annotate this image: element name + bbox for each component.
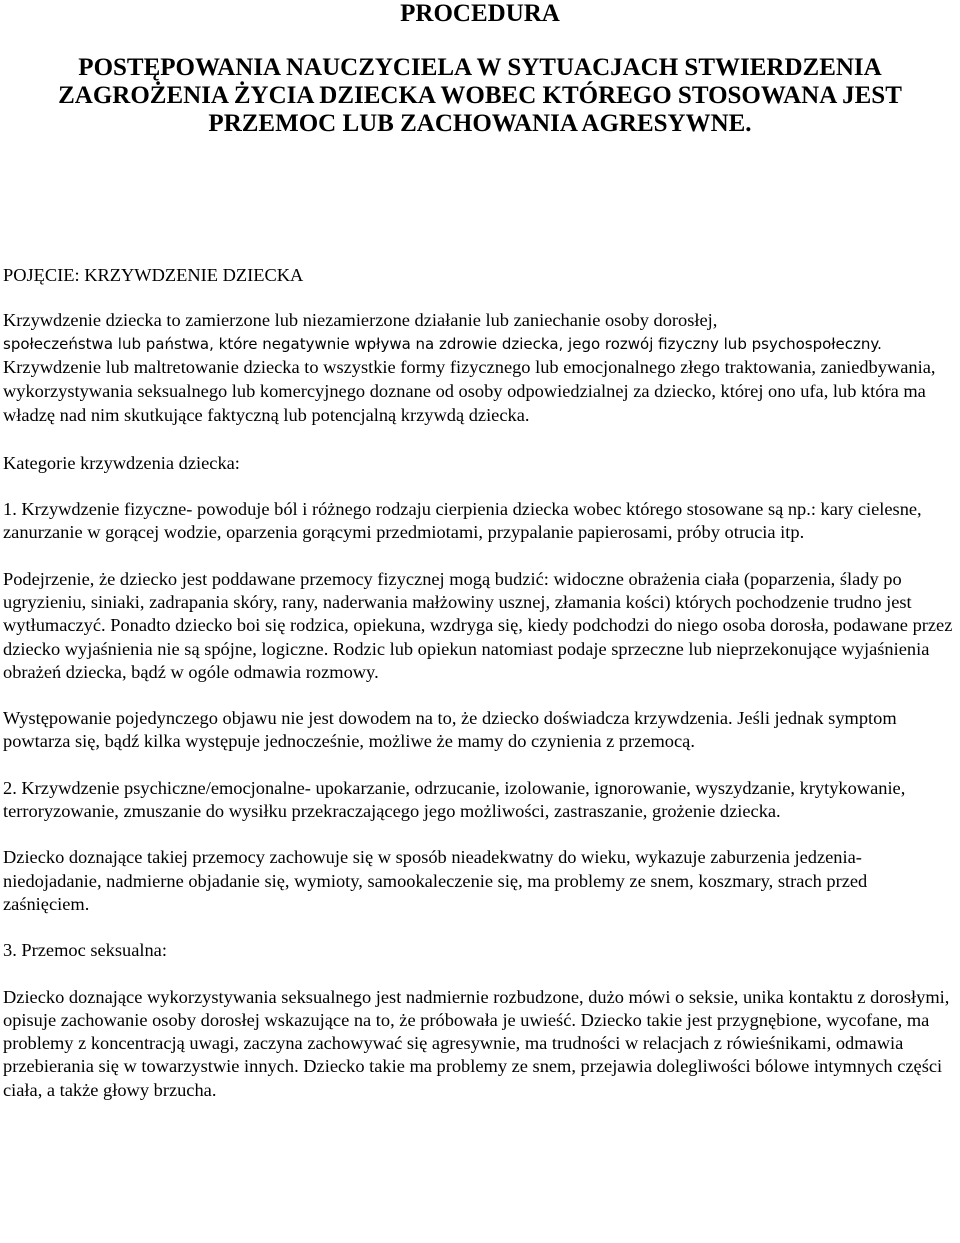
definition-text-sans: społeczeństwa lub państwa, które negatywnie wpływa na zdrowie dziecka, jego rozwój fizyczny lub psychospołeczny.: [3, 334, 882, 353]
category-emotional-signs: Dziecko doznające takiej przemocy zachowuje się w sposób nieadekwatny do wieku, wykazuje zaburzenia jedzenia- niedojadanie, nadmierne objadanie się, wymioty, samookaleczenie się, ma problemy ze snem, koszmary, strach przed zaśnięciem.: [3, 847, 868, 914]
definition-line: [3, 333, 957, 429]
subtitle-line: POSTĘPOWANIA NAUCZYCIELA W SYTUACJACH STWIERDZENIA: [78, 54, 882, 81]
section-heading: POJĘCIE: KRZYWDZENIE DZIECKA: [3, 265, 304, 285]
category-physical: 1. Krzywdzenie fizyczne- powoduje ból i różnego rodzaju cierpienia dziecka wobec którego stosowane są np.: kary cielesne, zanurzanie w gorącej wodzie, oparzenia gorącymi przedmiotami, przypalanie papierosami, próby otrucia itp.: [3, 499, 922, 543]
document-title: PROCEDURA: [400, 0, 560, 27]
category-sexual: 3. Przemoc seksualna:: [3, 940, 167, 961]
subtitle-line: ZAGROŻENIA ŻYCIA DZIECKA WOBEC KTÓREGO STOSOWANA JEST: [58, 82, 902, 109]
document-subtitle: [3, 54, 957, 138]
single-symptom-note: Występowanie pojedynczego objawu nie jest dowodem na to, że dziecko doświadcza krzywdzenia. Jeśli jednak symptom powtarza się, bądź kilka występuje jednocześnie, możliwe że mamy do czynienia z przemocą.: [3, 708, 897, 752]
category-physical-signs: Podejrzenie, że dziecko jest poddawane przemocy fizycznej mogą budzić: widoczne obrażenia ciała (poparzenia, ślady po ugryzieniu, siniaki, zadrapania skóry, rany, naderwania małżowiny usznej, złamania kości) których pochodzenie trudno jest wytłumaczyć. Ponadto dziecko boi się rodzica, opiekuna, wzdryga się, kiedy podchodzi do niego osoba dorosła, podawane przez dziecko wyjaśnienia nie są spójne, logiczne. Rodzic lub opiekun natomiast podaje sprzeczne lub nieprzekonujące wyjaśnienia obrażeń dziecka, bądź w ogóle odmawia rozmowy.: [3, 568, 953, 682]
subtitle-line: PRZEMOC LUB ZACHOWANIA AGRESYWNE.: [208, 110, 752, 137]
category-emotional: 2. Krzywdzenie psychiczne/emocjonalne- upokarzanie, odrzucanie, izolowanie, ignorowanie, wyszydzanie, krytykowanie, terroryzowanie, zmuszanie do wysiłku przekraczającego jego możliwości, zastraszanie, grożenie dziecka.: [3, 777, 906, 822]
definition-line: Krzywdzenie dziecka to zamierzone lub niezamierzone działanie lub zaniechanie osoby dorosłej,: [3, 310, 718, 331]
category-sexual-signs: Dziecko doznające wykorzystywania seksualnego jest nadmiernie rozbudzone, dużo mówi o seksie, unika kontaktu z dorosłymi, opisuje zachowanie osoby dorosłej wskazujące na to, że próbowała je uwieść. Dziecko takie jest przygnębione, wycofane, ma problemy z koncentracją uwagi, zaczyna zachowywać się agresywnie, ma trudności w relacjach z rówieśnikami, odmawia przebierania się w towarzystwie innych. Dziecko takie ma problemy ze snem, przejawia dolegliwości bólowe intymnych części ciała, a także głowy brzucha.: [3, 986, 950, 1100]
definition-text-serif: Krzywdzenie lub maltretowanie dziecka to wszystkie formy fizycznego lub emocjonalnego złego traktowania, zaniedbywania, wykorzystywania seksualnego lub komercyjnego doznane od osoby odpowiedzialnej za dziecko, której ono ufa, lub która ma władzę nad nim skutkujące faktyczną lub potencjalną krzywdą dziecka.: [3, 356, 936, 426]
categories-label: Kategorie krzywdzenia dziecka:: [3, 452, 240, 473]
definition-paragraph: [3, 309, 957, 428]
